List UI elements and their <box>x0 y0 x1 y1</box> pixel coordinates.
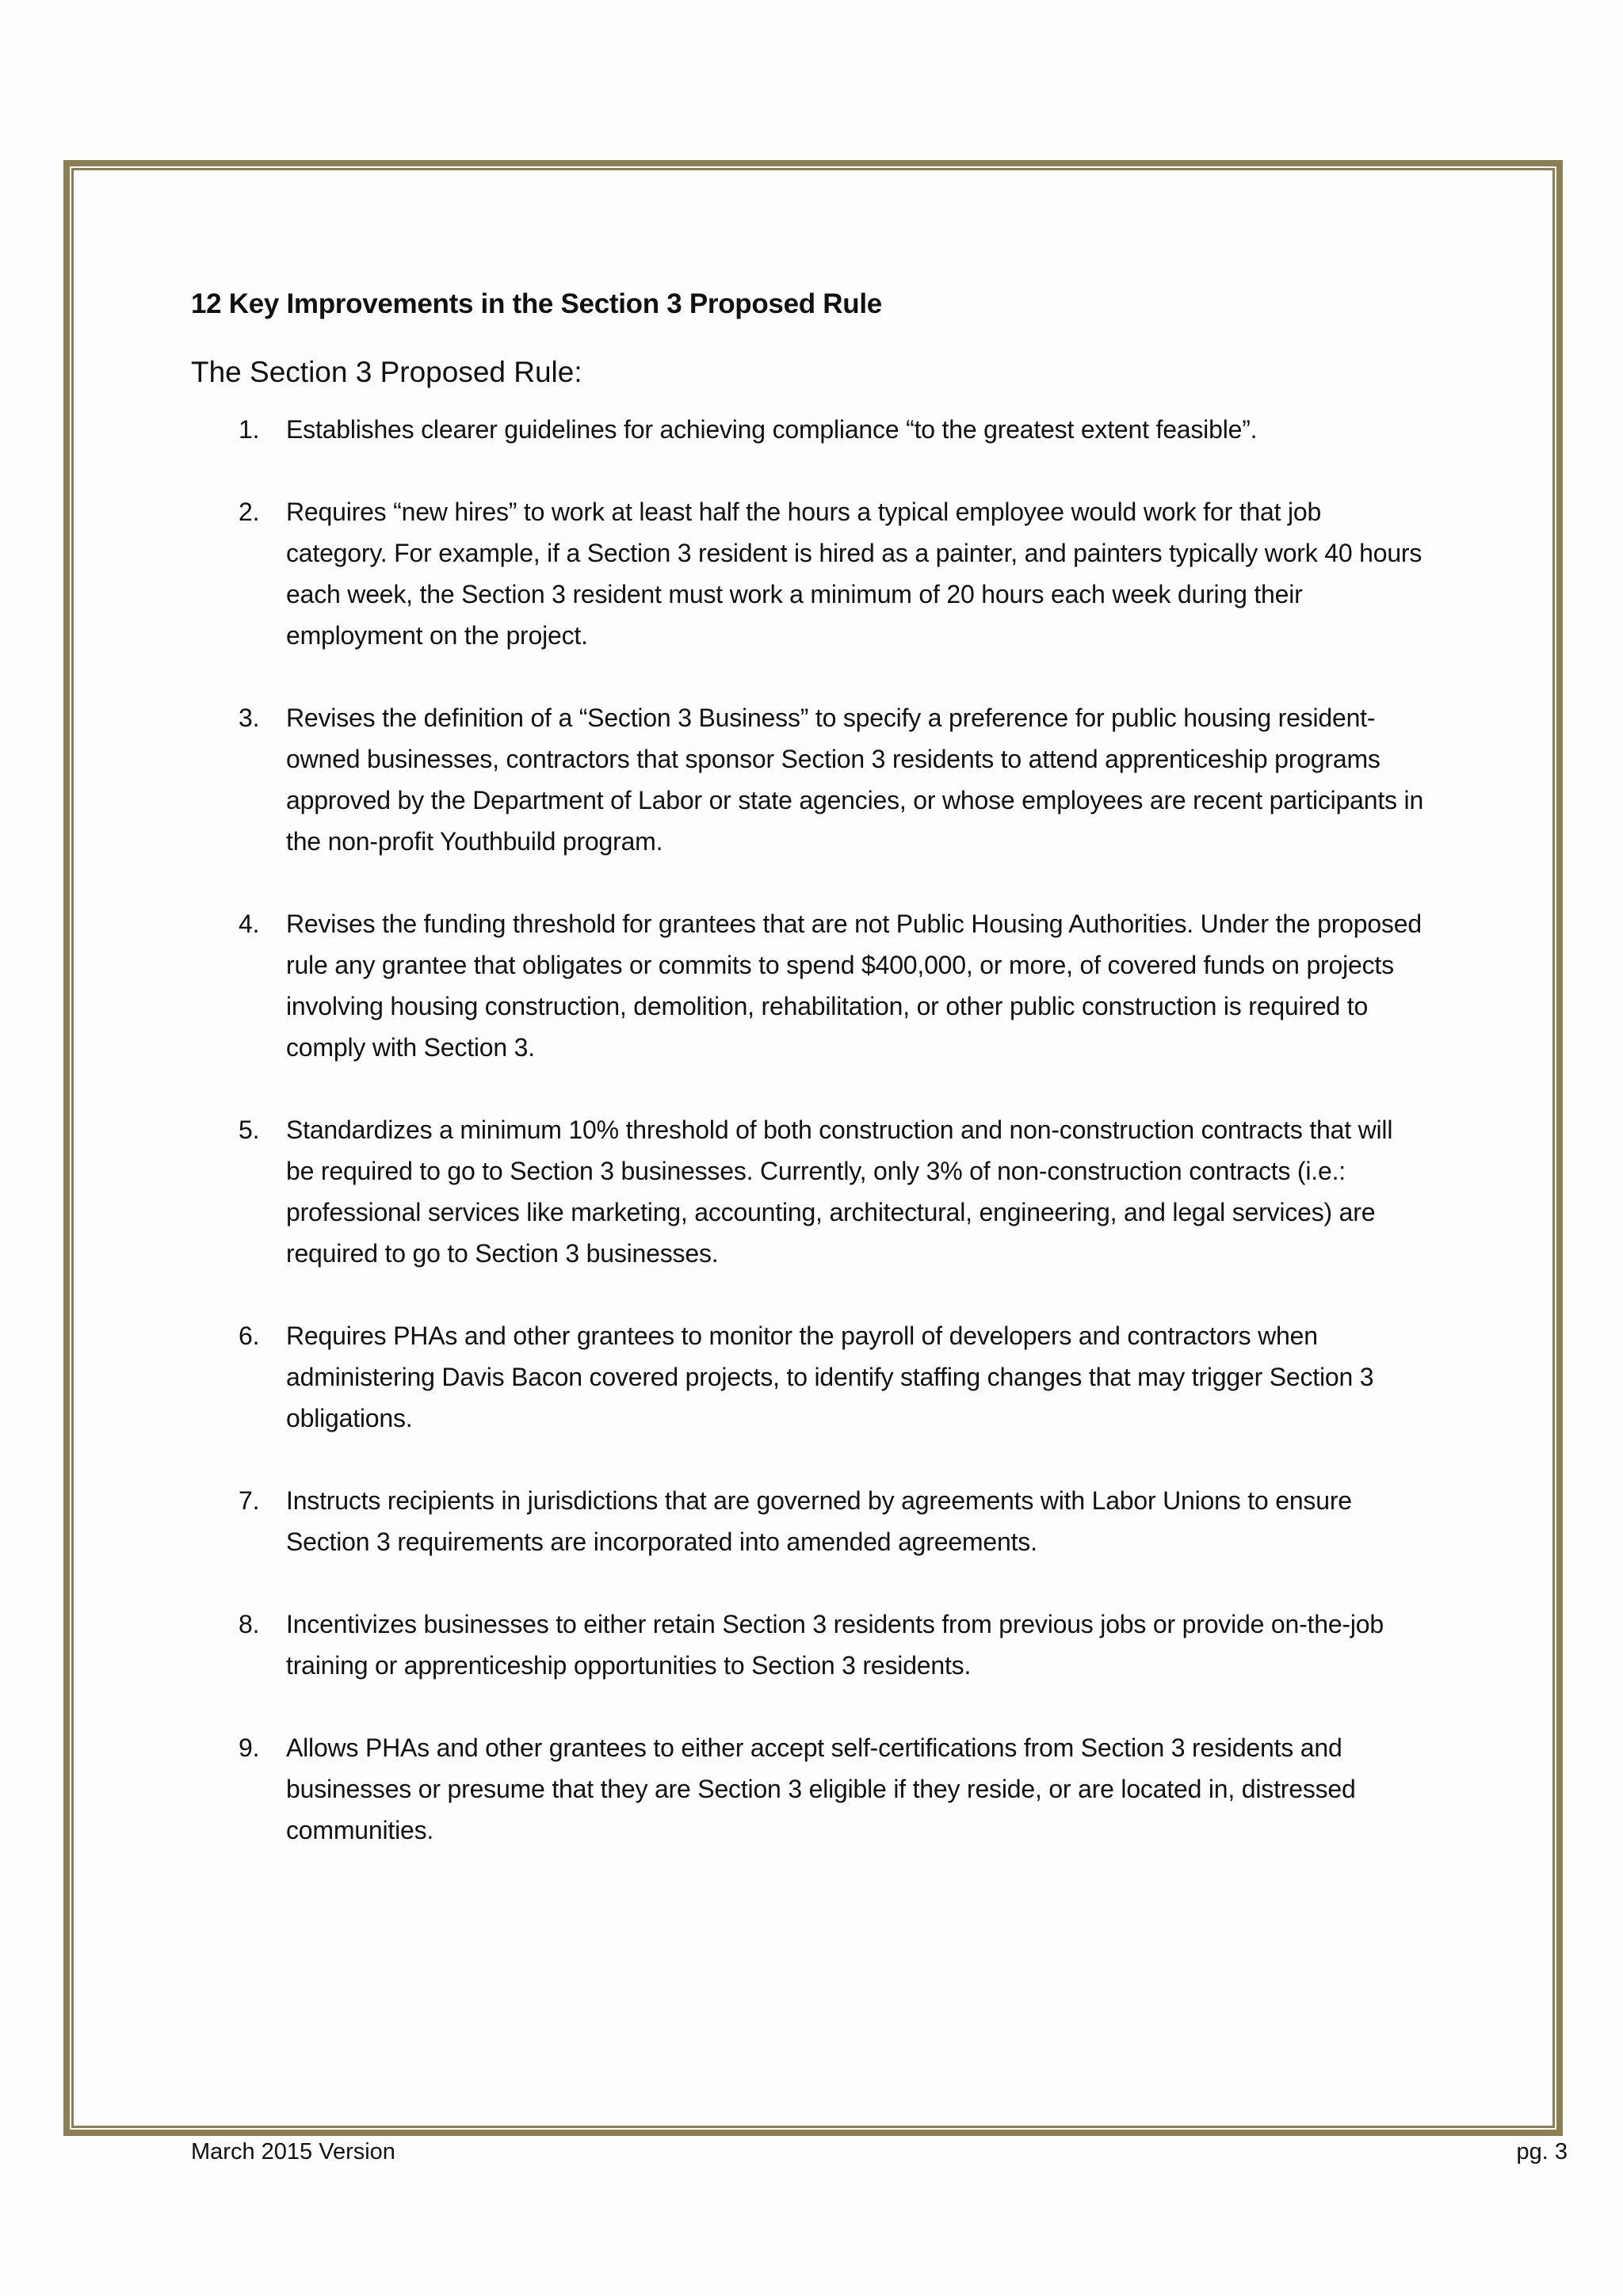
intro-text: The Section 3 Proposed Rule: <box>191 356 582 388</box>
list-item <box>191 697 1427 862</box>
improvements-list <box>191 409 1427 1851</box>
list-item-number: 9. <box>239 1733 260 1762</box>
list-item-number: 5. <box>239 1116 260 1144</box>
list-item-number: 4. <box>239 910 260 938</box>
page-title: 12 Key Improvements in the Section 3 Proposed Rule <box>191 288 882 319</box>
list-item <box>191 1109 1427 1274</box>
list-item-number: 1. <box>239 415 260 444</box>
list-item-number: 7. <box>239 1486 260 1515</box>
list-item-number: 2. <box>239 498 260 526</box>
list-item-number: 3. <box>239 704 260 732</box>
footer-page-number: pg. 3 <box>1516 2139 1568 2164</box>
list-item-text: Incentivizes businesses to either retain Section 3 residents from previous jobs or provide on-the-job training or apprenticeship opportunities to Section 3 residents. <box>286 1610 1384 1680</box>
list-item <box>191 1727 1427 1851</box>
list-item-text: Requires “new hires” to work at least half the hours a typical employee would work for that job category. For example, if a Section 3 resident is hired as a painter, and painters typically work 40 hours each week, the Section 3 resident must work a minimum of 20 hours each week during their employment on the project. <box>286 498 1423 650</box>
document-body <box>191 287 1427 1892</box>
list-item-number: 8. <box>239 1610 260 1638</box>
footer-version: March 2015 Version <box>191 2139 395 2164</box>
list-item <box>191 409 1427 450</box>
list-item-text: Instructs recipients in jurisdictions that are governed by agreements with Labor Unions to ensure Section 3 requirements are incorporated into amended agreements. <box>286 1486 1352 1556</box>
list-item-text: Allows PHAs and other grantees to either accept self-certifications from Section 3 residents and businesses or presume that they are Section 3 eligible if they reside, or are located in, distressed communities. <box>286 1733 1356 1844</box>
list-item <box>191 1604 1427 1686</box>
list-item-text: Standardizes a minimum 10% threshold of both construction and non-construction contracts that will be required to go to Section 3 businesses. Currently, only 3% of non-construction contracts (i.e.: professional services like marketing, accounting, architectural, engineering, and legal services) are required to go to Section 3 businesses. <box>286 1116 1393 1268</box>
list-item <box>191 1480 1427 1562</box>
list-item-text: Revises the funding threshold for grantees that are not Public Housing Authorities. Under the proposed rule any grantee that obligates or commits to spend $400,000, or more, of covered funds on projects involving housing construction, demolition, rehabilitation, or other public construction is required to comply with Section 3. <box>286 910 1422 1062</box>
list-item <box>191 1315 1427 1439</box>
list-item-text: Establishes clearer guidelines for achieving compliance “to the greatest extent feasible”. <box>286 415 1258 444</box>
list-item <box>191 491 1427 656</box>
list-item-text: Requires PHAs and other grantees to monitor the payroll of developers and contractors when administering Davis Bacon covered projects, to identify staffing changes that may trigger Section 3 obligations. <box>286 1322 1374 1432</box>
list-item <box>191 903 1427 1068</box>
list-item-number: 6. <box>239 1322 260 1350</box>
list-item-text: Revises the definition of a “Section 3 Business” to specify a preference for public housing resident-owned businesses, contractors that sponsor Section 3 residents to attend apprenticeship programs approved by the Department of Labor or state agencies, or whose employees are recent participants in the non-profit Youthbuild program. <box>286 704 1424 856</box>
